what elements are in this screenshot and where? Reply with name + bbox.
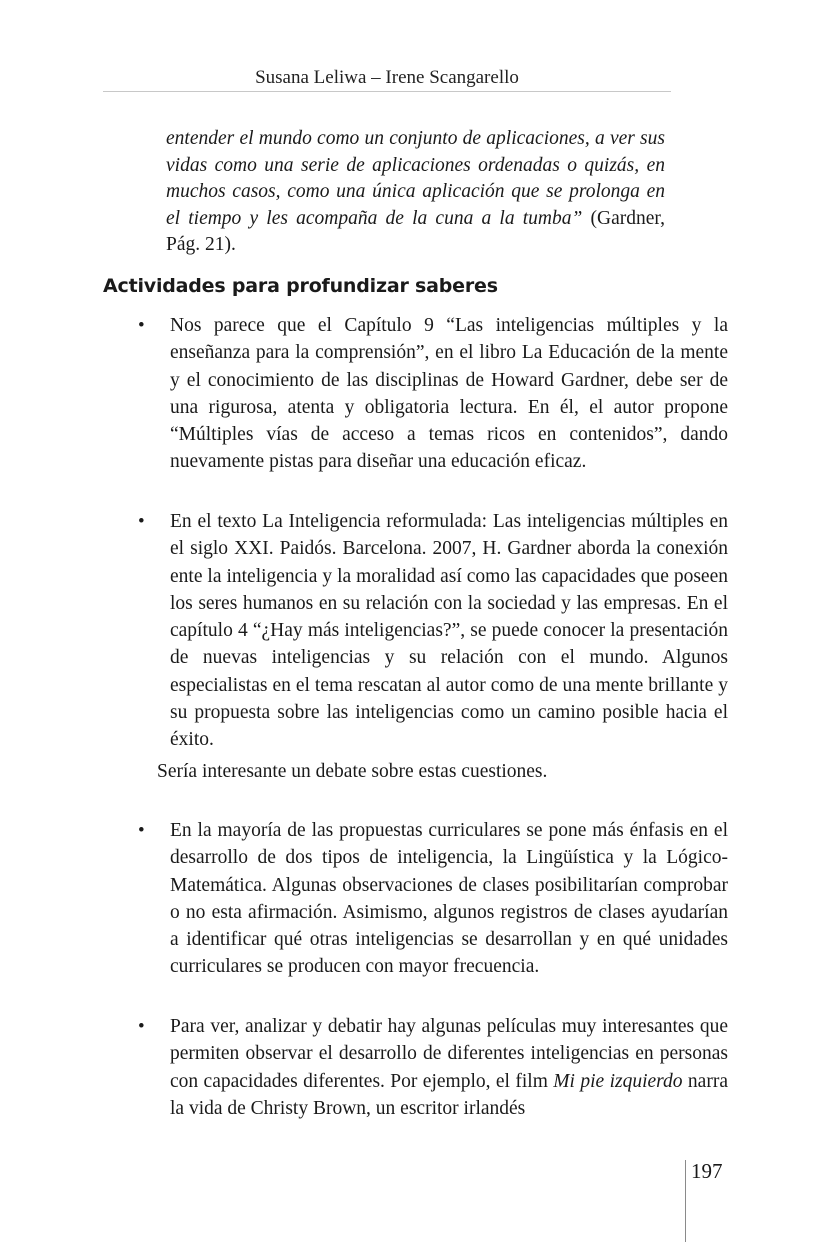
film-title: Mi pie izquierdo <box>553 1070 683 1092</box>
list-item-text: Nos parece que el Capítulo 9 “Las inteligencias múltiples y la enseñanza para la comprensión”, en el libro La Educación de la mente y el conocimiento de las disciplinas de Howard Gardner, debe ser de una rigurosa, atenta y obligatoria lectura. En él, el autor propone “Múltiples vías de acceso a temas ricos en contenidos”, dando nuevamente pistas para diseñar una educación eficaz. <box>170 315 728 473</box>
list-item <box>138 508 728 754</box>
list-item-text: En el texto La Inteligencia reformulada: Las inteligencias múltiples en el siglo XXI. Paidós. Barcelona. 2007, H. Gardner aborda la conexión ente la inteligencia y la moralidad así como las capacidades que poseen los seres humanos en su relación con la sociedad y las empresas. En el capítulo 4 “¿Hay más inteligencias?”, se puede conocer la presentación de nuevas inteligencias y su relación con el mundo. Algunos especialistas en el tema rescatan al autor como de una mente brillante y su propuesta sobre las inteligencias como un camino posible hacia el éxito. <box>170 511 728 751</box>
list-item <box>138 817 728 981</box>
header-rule <box>103 91 671 92</box>
bullet-icon: • <box>138 511 145 532</box>
text-segment: Para ver, analizar y debatir hay algunas películas muy interesantes que permiten observar el desarrollo de diferentes inteligencias en personas con capacidades diferentes. Por ejemplo, el film <box>170 1016 728 1092</box>
bullet-icon: • <box>138 820 145 841</box>
discussion-note: Sería interesante un debate sobre estas cuestiones. <box>157 761 548 782</box>
bullet-icon: • <box>138 315 145 336</box>
page-number-rule <box>685 1160 686 1242</box>
text-segment: narra la vida de Christy Brown, un escritor irlandés <box>170 1070 728 1119</box>
running-head: Susana Leliwa – Irene Scangarello <box>255 67 519 88</box>
list-item-text: En la mayoría de las propuestas curriculares se pone más énfasis en el desarrollo de dos tipos de inteligencia, la Lingüística y la Lógico-Matemática. Algunas observaciones de clases posibilitarían comprobar o no esta afirmación. Asimismo, algunos registros de clases ayudarían a identificar qué otras inteligencias se desarrollan y en qué unidades curriculares se producen con mayor frecuencia. <box>170 820 728 978</box>
list-item <box>138 312 728 476</box>
bullet-icon: • <box>138 1016 145 1037</box>
page-number: 197 <box>691 1159 723 1183</box>
list-item-text <box>170 1013 728 1122</box>
list-item <box>138 1013 728 1122</box>
block-quote <box>166 126 665 259</box>
quote-citation: (Gardner, Pág. 21). <box>166 207 665 255</box>
section-heading: Actividades para profundizar saberes <box>103 275 498 297</box>
quote-text: entender el mundo como un conjunto de aplicaciones, a ver sus vidas como una serie de aplicaciones ordenadas o quizás, en muchos casos, como una única aplicación que se prolonga en el tiempo y les acompaña de la cuna a la tumba” <box>166 128 665 229</box>
